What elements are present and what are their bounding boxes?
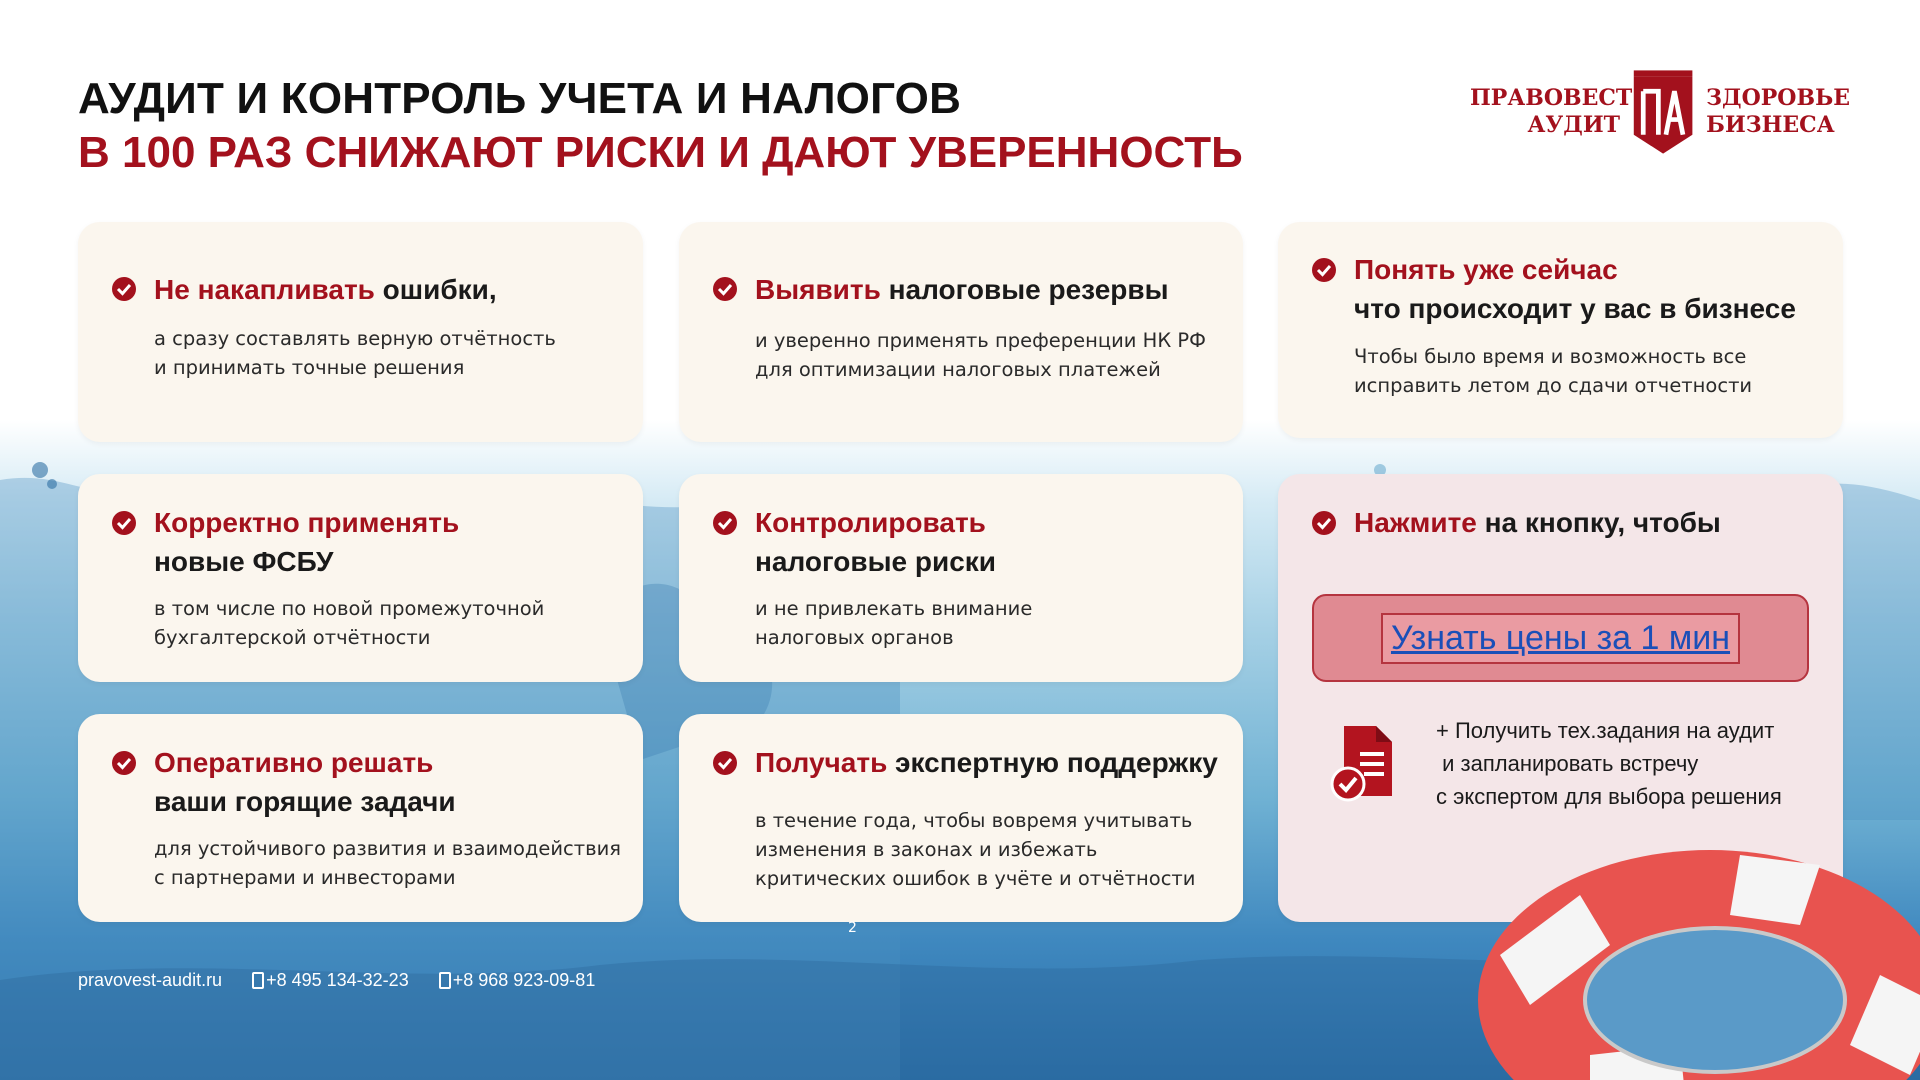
phone-number-1: +8 495 134-32-23 [266, 970, 409, 990]
check-circle-icon [712, 750, 738, 776]
cta-heading-rest: на кнопку, чтобы [1476, 507, 1721, 538]
card-description-line: бухгалтерской отчётности [154, 626, 431, 649]
benefit-card-expert-support [679, 714, 1243, 922]
card-heading [154, 503, 623, 581]
get-prices-link[interactable]: Узнать цены за 1 мин [1381, 613, 1740, 664]
card-heading-rest: ваши горящие задачи [154, 786, 456, 817]
card-description-line: исправить летом до сдачи отчетности [1354, 374, 1753, 397]
document-check-icon [1326, 722, 1410, 806]
phone-contact-1[interactable] [252, 970, 409, 991]
card-description-line: в течение года, чтобы вовремя учитывать [755, 809, 1193, 832]
card-description-line: для устойчивого развития и взаимодействия [154, 837, 622, 860]
page-number: 2 [848, 920, 857, 936]
card-heading-accent: Оперативно решать [154, 747, 434, 778]
card-heading-accent: Корректно применять [154, 507, 460, 538]
card-description [154, 324, 627, 382]
card-description [1354, 342, 1827, 400]
card-description-line: с партнерами и инвесторами [154, 866, 456, 889]
page-subtitle: В 100 РАЗ СНИЖАЮТ РИСКИ И ДАЮТ УВЕРЕННОСТЬ [78, 128, 1243, 177]
benefit-card-fsbu [78, 474, 643, 682]
card-description [154, 834, 627, 892]
page-title: АУДИТ И КОНТРОЛЬ УЧЕТА И НАЛОГОВ [78, 74, 962, 123]
phone-contact-2[interactable] [439, 970, 596, 991]
card-heading-rest: налоговые риски [755, 546, 996, 577]
card-heading-accent: Понять уже сейчас [1354, 254, 1618, 285]
card-description [154, 594, 627, 652]
card-description-line: налоговых органов [755, 626, 954, 649]
card-description-line: а сразу составлять верную отчётность [154, 327, 556, 350]
card-description-line: и уверенно применять преференции НК РФ [755, 329, 1206, 352]
check-circle-icon [712, 276, 738, 302]
card-heading-accent: Получать [755, 747, 888, 778]
card-heading-rest: новые ФСБУ [154, 546, 334, 577]
card-description-line: в том числе по новой промежуточной [154, 597, 545, 620]
cta-extra-line: + Получить тех.задания на аудит [1436, 718, 1775, 743]
logo-shield-icon [1630, 66, 1696, 158]
check-circle-icon [111, 750, 137, 776]
check-circle-icon [111, 510, 137, 536]
check-circle-icon [111, 276, 137, 302]
card-description [755, 594, 1227, 652]
footer-contacts [78, 970, 595, 991]
phone-number-2: +8 968 923-09-81 [452, 970, 596, 990]
header [78, 72, 1243, 180]
logo-text-business: БИЗНЕСА [1706, 112, 1835, 138]
cta-extra-line: с экспертом для выбора решения [1436, 784, 1782, 809]
logo-text-pravovest: ПРАВОВЕСТ [1470, 85, 1633, 111]
card-heading-rest: экспертную поддержку [887, 747, 1218, 778]
benefit-card-tax-risks [679, 474, 1243, 682]
card-heading [154, 743, 623, 821]
card-description [755, 326, 1227, 384]
card-description-line: и не привлекать внимание [755, 597, 1033, 620]
company-logo [1470, 66, 1850, 158]
card-description-line: изменения в законах и избежать [755, 838, 1098, 861]
card-heading-accent: Не накапливать [154, 274, 375, 305]
get-prices-button[interactable] [1312, 594, 1809, 682]
logo-text-audit: АУДИТ [1527, 112, 1620, 138]
card-heading-accent: Выявить [755, 274, 881, 305]
website-link[interactable]: pravovest-audit.ru [78, 970, 223, 990]
card-description-line: Чтобы было время и возможность все [1354, 345, 1747, 368]
card-heading [755, 743, 1223, 782]
logo-text-health: ЗДОРОВЬЕ [1706, 85, 1850, 111]
cta-extra-info [1436, 714, 1782, 813]
phone-icon [252, 972, 264, 989]
card-description-line: и принимать точные решения [154, 356, 465, 379]
card-heading [154, 270, 623, 309]
lifebuoy-icon [1440, 835, 1920, 1080]
logo-right-text [1706, 85, 1850, 139]
card-heading [1354, 250, 1823, 328]
card-heading-accent: Контролировать [755, 507, 986, 538]
card-heading [755, 503, 1223, 581]
cta-extra-line: и запланировать встречу [1436, 751, 1699, 776]
cta-heading-accent: Нажмите [1354, 507, 1477, 538]
card-heading-rest: что происходит у вас в бизнесе [1354, 293, 1796, 324]
card-description-line: для оптимизации налоговых платежей [755, 358, 1161, 381]
check-circle-icon [712, 510, 738, 536]
card-heading-rest: ошибки, [374, 274, 497, 305]
card-heading [755, 270, 1223, 309]
cta-heading [1354, 503, 1823, 542]
card-description-line: критических ошибок в учёте и отчётности [755, 867, 1196, 890]
card-heading-rest: налоговые резервы [880, 274, 1169, 305]
benefit-card-urgent-tasks [78, 714, 643, 922]
phone-icon [439, 972, 451, 989]
check-circle-icon [1311, 510, 1337, 536]
benefit-card-understand [1278, 222, 1843, 438]
benefit-card-reserves [679, 222, 1243, 442]
logo-left-text [1470, 85, 1633, 139]
card-description [755, 806, 1227, 893]
check-circle-icon [1311, 257, 1337, 283]
benefit-card-errors [78, 222, 643, 442]
